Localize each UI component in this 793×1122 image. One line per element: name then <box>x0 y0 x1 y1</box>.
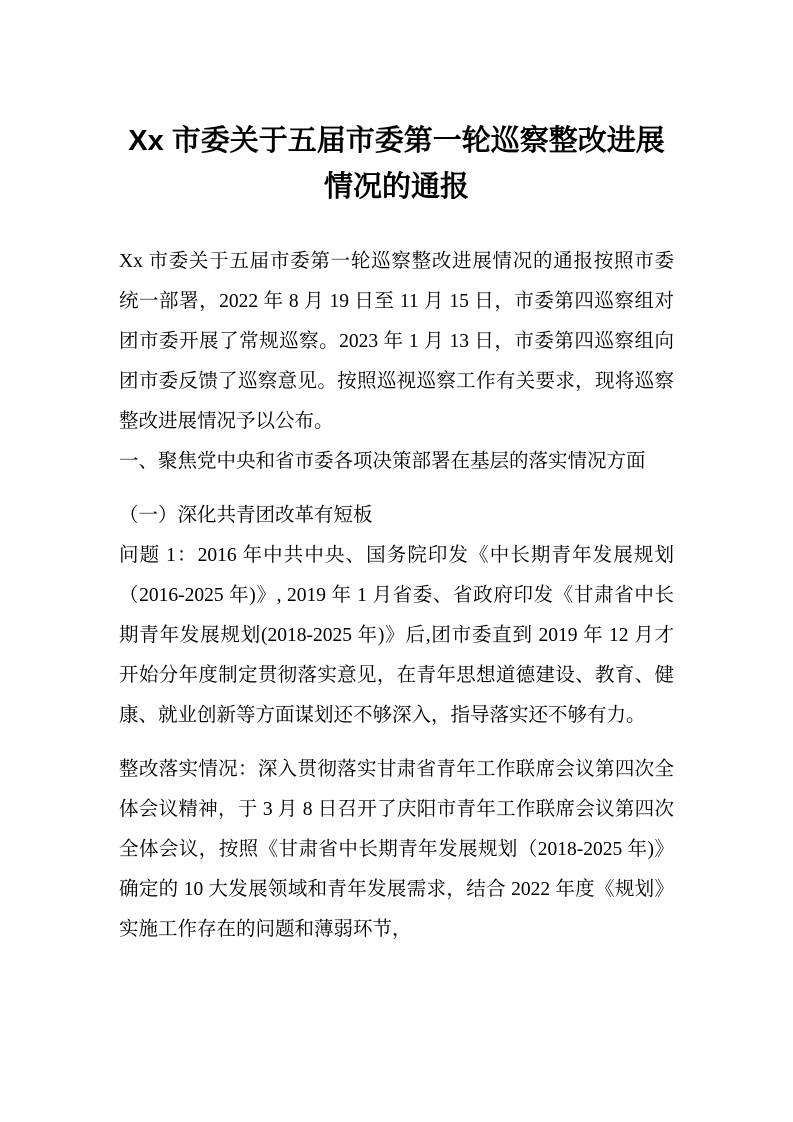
paragraph-problem-1: 问题 1：2016 年中共中央、国务院印发《中长期青年发展规划（2016-2025 年)》, 2019 年 1 月省委、省政府印发《甘肃省中长期青年发展规划(2018-2025 年)》后,团市委直到 2019 年 12 月才开始分年度制定贯彻落实意见，在青年思想道德建设、教育、健康、就业创新等方面谋划还不够深入，指导落实还不够有力。 <box>119 545 674 726</box>
paragraph-section-heading: 一、聚焦党中央和省市委各项决策部署在基层的落实情况方面 <box>119 451 646 472</box>
paragraph-rectification-status: 整改落实情况：深入贯彻落实甘肃省青年工作联席会议第四次全体会议精神，于 3 月 8 日召开了庆阳市青年工作联席会议第四次全体会议，按照《甘肃省中长期青年发展规划（2018-2025 年)》确定的 10 大发展领域和青年发展需求，结合 2022 年度《规划》实施工作存在的问题和薄弱环节， <box>119 759 674 940</box>
document-body <box>119 242 674 950</box>
paragraph-intro: Xx 市委关于五届市委第一轮巡察整改进展情况的通报按照市委统一部署，2022 年 8 月 19 日至 11 月 15 日，市委第四巡察组对团市委开展了常规巡察。2023 年 1 月 13 日，市委第四巡察组向团市委反馈了巡察意见。按照巡视巡察工作有关要求，现将巡察整改进展情况予以公布。 <box>119 251 674 432</box>
paragraph-subsection-heading: （一）深化共青团改革有短板 <box>119 505 373 526</box>
document-title: Xx 市委关于五届市委第一轮巡察整改进展情况的通报 <box>128 125 665 203</box>
